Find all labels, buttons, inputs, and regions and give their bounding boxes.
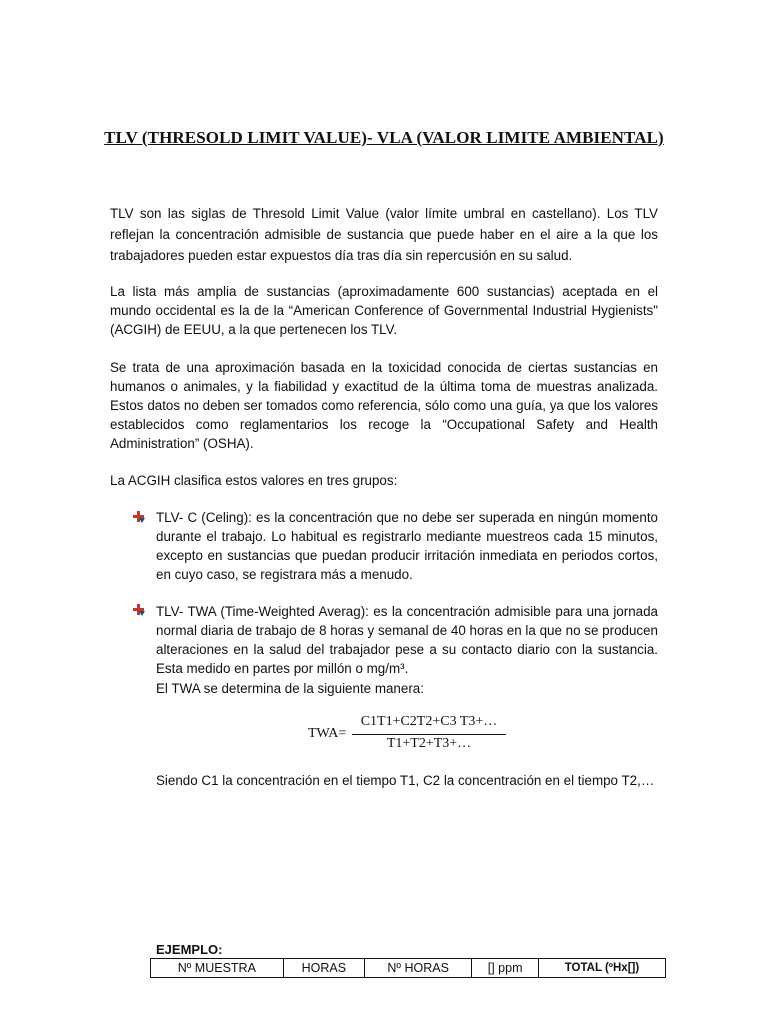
bullet-text-tlv-twa: TLV- TWA (Time-Weighted Averag): es la concentración admisible para una jornada normal diaria de trabajo de 8 horas y semanal de 40 horas en la que no se producen alteraciones en la salud del trabajador pese a su contacto diario con la sustancia. Esta medido en partes por millón o mg/m³. xyxy=(156,604,658,676)
paragraph-siendo: Siendo C1 la concentración en el tiempo T1, C2 la concentración en el tiempo T2,… xyxy=(156,773,655,788)
twa-intro-line: El TWA se determina de la siguiente manera: xyxy=(156,681,424,696)
table-header-cell: TOTAL (ºHx[]) xyxy=(538,959,665,978)
formula-lhs: TWA= xyxy=(308,726,347,741)
table-header-cell: HORAS xyxy=(283,959,364,978)
paragraph-intro: TLV son las siglas de Thresold Limit Value (valor límite umbral en castellano). Los TLV reflejan la concentración admisible de sustancia que puede haber en el aire a la que los trabajadores pueden estar expuestos día tras día sin repercusión en su salud. xyxy=(110,206,658,263)
document-title: TLV (THRESOLD LIMIT VALUE)- VLA (VALOR LIMITE AMBIENTAL) xyxy=(104,128,664,147)
example-table xyxy=(150,958,666,978)
example-label: EJEMPLO: xyxy=(156,942,223,957)
formula-numerator: C1T1+C2T2+C3 T3+… xyxy=(360,714,498,729)
table-header-row xyxy=(151,959,666,978)
plus-arrow-bullet-icon xyxy=(132,510,146,524)
bullet-text-tlv-c: TLV- C (Celing): es la concentración que no debe ser superada en ningún momento durante el trabajo. Lo habitual es registrarlo mediante muestreos cada 15 minutos, excepto en sustancias que puedan producir irritación inmediata en periodos cortos, en cuyo caso, se registrara más a menudo. xyxy=(156,510,658,582)
twa-formula xyxy=(308,712,518,758)
table-header-cell: [] ppm xyxy=(472,959,539,978)
formula-denominator: T1+T2+T3+… xyxy=(386,736,472,751)
paragraph-acgih-list: La lista más amplia de sustancias (aproximadamente 600 sustancias) aceptada en el mundo occidental es la de la “American Conference of Governmental Industrial Hygienists" (ACGIH) de EEUU, a la que pertenecen los TLV. xyxy=(110,284,658,337)
paragraph-groups-intro: La ACGIH clasifica estos valores en tres grupos: xyxy=(110,473,398,488)
table-header-cell: Nº HORAS xyxy=(365,959,472,978)
table-header-cell: Nº MUESTRA xyxy=(151,959,284,978)
paragraph-approximation: Se trata de una aproximación basada en la toxicidad conocida de ciertas sustancias en humanos o animales, y la fiabilidad y exactitud de la última toma de muestras analizada. Estos datos no deben ser tomados como referencia, sólo como una guía, ya que los valores establecidos como reglamentarios los recoge la “Occupational Safety and Health Administration” (OSHA). xyxy=(110,360,658,451)
formula-fraction-bar xyxy=(352,734,506,735)
plus-arrow-bullet-icon xyxy=(132,603,146,617)
